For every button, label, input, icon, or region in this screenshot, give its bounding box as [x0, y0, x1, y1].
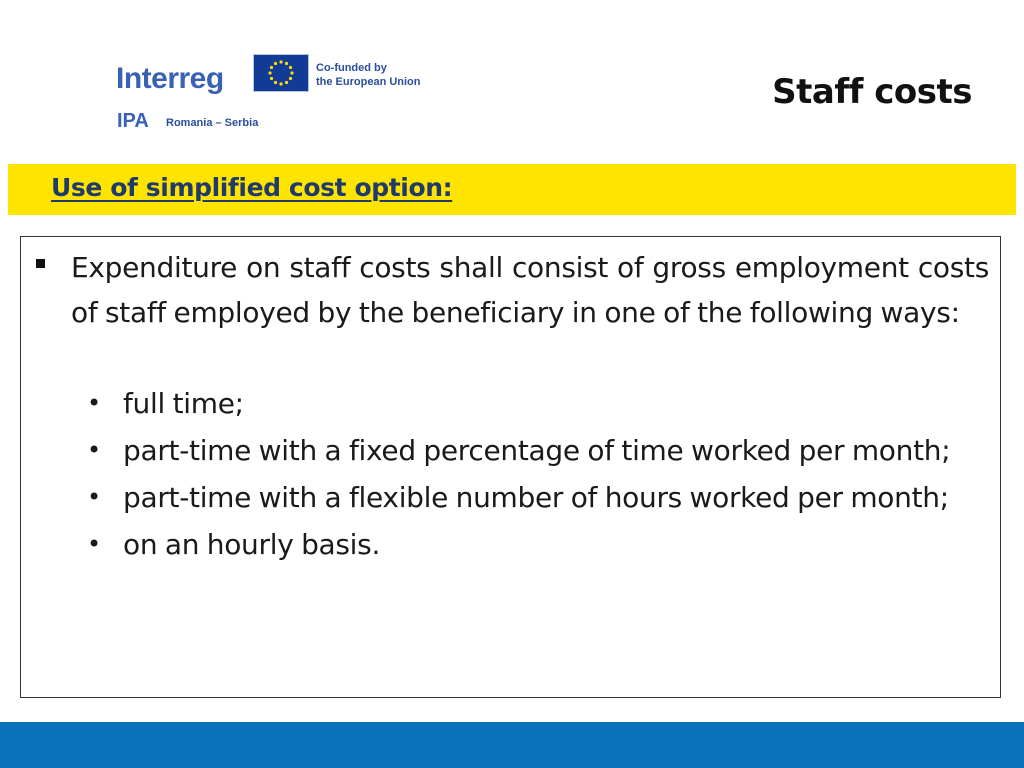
square-bullet-icon — [36, 259, 45, 268]
cofunded-line-2: the European Union — [316, 76, 421, 88]
eu-flag-icon — [253, 54, 309, 92]
cofunded-line-1: Co-funded by — [316, 62, 387, 74]
list-item-text: part-time with a flexible number of hours worked per month; — [123, 481, 949, 514]
list-item-text: part-time with a fixed percentage of time worked per month; — [123, 434, 951, 467]
list-item-text: full time; — [123, 387, 244, 420]
list-item — [87, 428, 989, 473]
logo-region: Romania – Serbia — [166, 117, 259, 129]
sub-point-list — [87, 381, 989, 569]
footer-bar — [0, 722, 1024, 768]
cofunded-label — [316, 61, 421, 89]
bullet-dot-icon: • — [87, 436, 101, 464]
logo-ipa: IPA — [117, 110, 149, 132]
section-heading: Use of simplified cost option: — [51, 173, 453, 202]
interreg-logo — [116, 54, 446, 132]
page-title: Staff costs — [772, 72, 972, 112]
main-point-text: Expenditure on staff costs shall consist of gross employment costs of staff employed by the beneficiary in one of the following ways: — [71, 251, 989, 329]
bullet-dot-icon: • — [87, 483, 101, 511]
bullet-dot-icon: • — [87, 530, 101, 558]
list-item — [87, 522, 989, 567]
list-item — [87, 381, 989, 426]
list-item — [87, 475, 989, 520]
bullet-dot-icon: • — [87, 389, 101, 417]
list-item-text: on an hourly basis. — [123, 528, 381, 561]
content-box — [20, 236, 1001, 698]
logo-program-name: Interreg — [116, 62, 224, 95]
section-band — [8, 164, 1016, 215]
